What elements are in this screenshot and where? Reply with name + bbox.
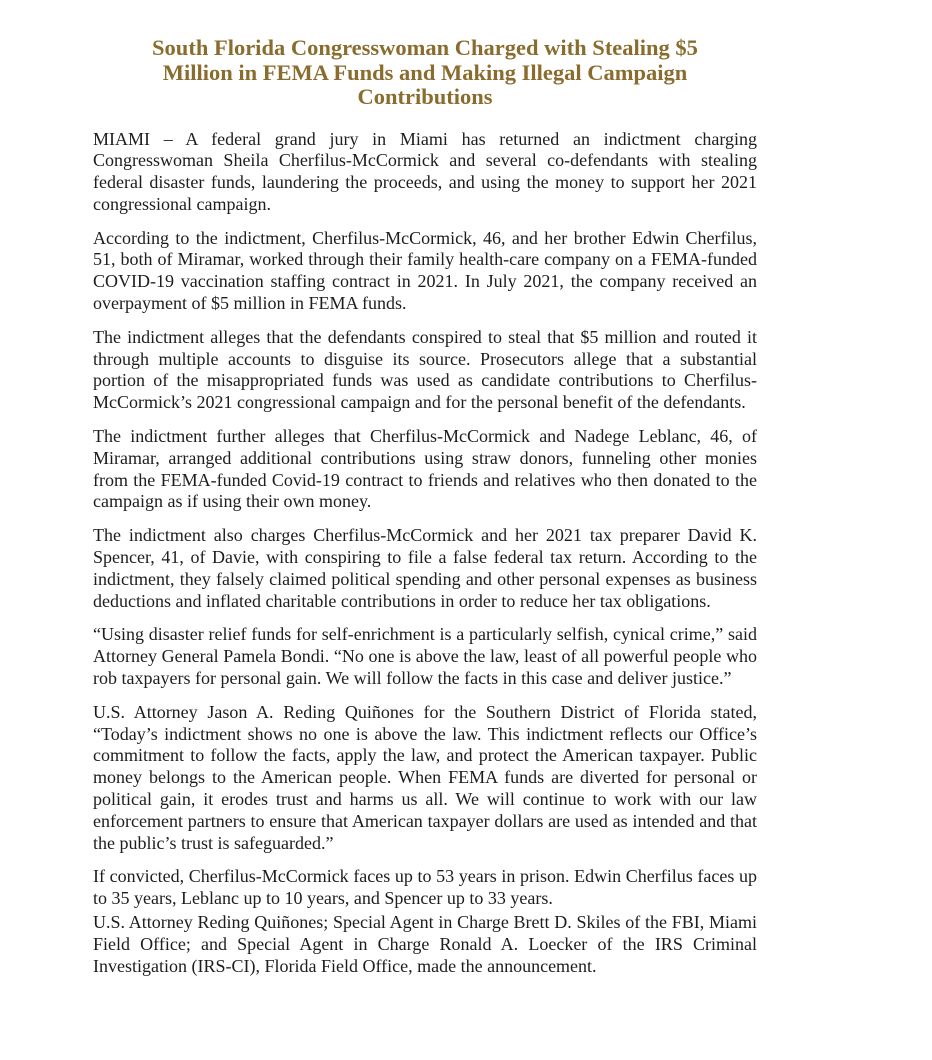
document-page (93, 36, 757, 977)
body-paragraph: “Using disaster relief funds for self-enrichment is a particularly selfish, cynical crime,” said Attorney General Pamela Bondi. “No one is above the law, least of all powerful people who rob taxpayers for personal gain. We will follow the facts in this case and deliver justice.” (93, 624, 757, 689)
body-paragraph: The indictment further alleges that Cherfilus-McCormick and Nadege Leblanc, 46, of Miramar, arranged additional contributions using straw donors, funneling other monies from the FEMA-funded Covid-19 contract to friends and relatives who then donated to the campaign as if using their own money. (93, 426, 757, 512)
body-paragraph: The indictment alleges that the defendants conspired to steal that $5 million and routed it through multiple accounts to disguise its source. Prosecutors allege that a substantial portion of the misappropriated funds was used as candidate contributions to Cherfilus-McCormick’s 2021 congressional campaign and for the personal benefit of the defendants. (93, 326, 757, 413)
body-paragraph: MIAMI – A federal grand jury in Miami has returned an indictment charging Congresswoman Sheila Cherfilus-McCormick and several co-defendants with stealing federal disaster funds, laundering the proceeds, and using the money to support her 2021 congressional campaign. (93, 128, 757, 214)
article-body (93, 129, 757, 978)
page-title: South Florida Congresswoman Charged with Stealing $5 Million in FEMA Funds and Making Illegal Campaign Contributions (152, 35, 698, 109)
body-paragraph: If convicted, Cherfilus-McCormick faces up to 53 years in prison. Edwin Cherfilus faces up to 35 years, Leblanc up to 10 years, and Spencer up to 33 years. (93, 866, 757, 909)
body-paragraph: The indictment also charges Cherfilus-McCormick and her 2021 tax preparer David K. Spencer, 41, of Davie, with conspiring to file a false federal tax return. According to the indictment, they falsely claimed political spending and other personal expenses as business deductions and inflated charitable contributions in order to reduce her tax obligations. (93, 525, 757, 611)
body-paragraph: U.S. Attorney Reding Quiñones; Special Agent in Charge Brett D. Skiles of the FBI, Miami Field Office; and Special Agent in Charge Ronald A. Loecker of the IRS Criminal Investigation (IRS-CI), Florida Field Office, made the announcement. (93, 912, 757, 976)
body-paragraph: According to the indictment, Cherfilus-McCormick, 46, and her brother Edwin Cherfilus, 51, both of Miramar, worked through their family health-care company on a FEMA-funded COVID-19 vaccination staffing contract in 2021. In July 2021, the company received an overpayment of $5 million in FEMA funds. (93, 227, 757, 314)
body-paragraph: U.S. Attorney Jason A. Reding Quiñones for the Southern District of Florida stated, “Today’s indictment shows no one is above the law. This indictment reflects our Office’s commitment to follow the facts, apply the law, and protect the American taxpayer. Public money belongs to the American people. When FEMA funds are diverted for personal or political gain, it erodes trust and harms us all. We will continue to work with our law enforcement partners to ensure that American taxpayer dollars are used as intended and that the public’s trust is safeguarded.” (93, 701, 757, 853)
